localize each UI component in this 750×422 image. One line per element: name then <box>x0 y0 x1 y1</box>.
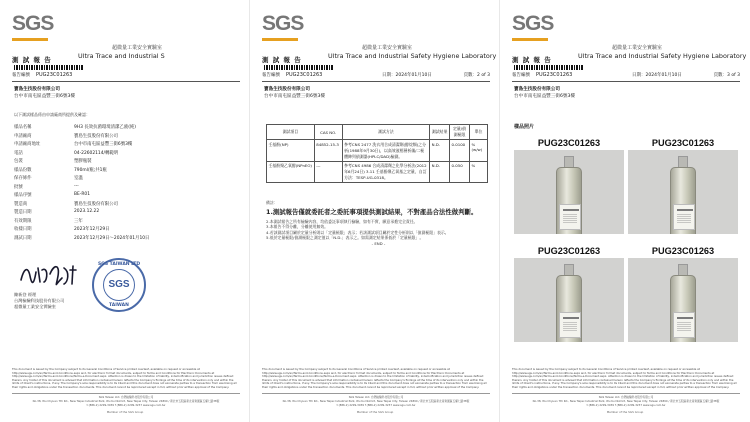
info-row: 申請廠商 寶島生技股份有限公司 <box>14 133 118 139</box>
info-row: 保存條件 室溫 <box>14 176 83 181</box>
notes-block <box>266 200 491 247</box>
report-date: 日期：2024年01月10日 <box>382 73 432 78</box>
legal-fineprint: This document is issued by the Company subject to its General Conditions of Service printed overleaf, available on request or accessible at http://www.sgs.com/en/Terms-and-Conditions.aspx and, for electronic format documents, subject to Terms and Conditions for Electronic Documents at http://www.sgs.com/en/Terms-and-Conditions/Terms-e-Document.aspx. Attention is drawn to the limitation of liability, indemnification and jurisdiction issues defined therein. Any holder of this document is advised that information contained hereon reflects the Company's findings at the time of its intervention only and within the limits of Client's instructions, if any. The Company's sole responsibility is to its Client and this document does not exonerate parties to a transaction from exercising all their rights and obligations under the transaction documents. This document cannot be reproduced except in full, without prior written approval of the Company. <box>512 368 737 389</box>
photo-section-title: 樣品照片 <box>514 124 535 130</box>
note-item: 4.若該測試項目屬於定量分析則以「定量極限」表示；若該測試項目屬於定性分析則以「偵測極限」表示。 <box>266 229 449 235</box>
info-row: 測試日期 2023年12月29日～2024年01月10日 <box>14 235 150 241</box>
bottle-image <box>556 264 582 342</box>
photo-label: PUG23C01263 <box>537 246 601 256</box>
photo-label: PUG23C01263 <box>651 246 715 256</box>
logo-underline <box>262 38 298 41</box>
sgs-logo: SGS <box>12 12 54 35</box>
sample-info <box>14 124 240 243</box>
client-address: 台中市南屯區益豐三街6號3樓 <box>514 94 575 99</box>
note-item: 3.本報告不得分離，分離使用無效。 <box>266 224 329 230</box>
lab-name-zh: 超微量工業安全實驗室 <box>112 45 163 51</box>
report-number-line <box>512 71 740 80</box>
client-name: 寶島生技股份有限公司 <box>514 87 560 92</box>
handwritten-signature <box>18 262 82 288</box>
info-row: 製造日期 2023.12.22 <box>14 209 100 215</box>
info-row: 樣品序號 BE-R01 <box>14 192 91 198</box>
report-date: 日期：2024年01月10日 <box>632 73 682 78</box>
footer-divider <box>12 393 240 394</box>
report-no: PUG23C01263 <box>536 72 573 78</box>
report-page-3 <box>500 0 750 422</box>
footer: SGS Taiwan Ltd. 台灣檢驗科技股份有限公司 No.38, Wu Chyuan 7th Rd., New Taipei Industrial Park, Wu Ku District, New Taipei City, Taiwan 24890 / 新北市五股區新北產業園區五權七路38號 t (886-2) 2299-3939 f (886-2) 2299-3237 www.sgs.com.tw <box>282 395 470 407</box>
notes-main: 1.測試報告僅就委託者之委託事項提供測試結果，不對產品合法性做判斷。 <box>266 207 478 216</box>
info-row: 申請廠商地址 台中市南屯區益豐三街6號3樓 <box>14 142 133 147</box>
signer-block <box>14 292 64 310</box>
divider <box>262 81 490 82</box>
footer-divider <box>512 393 740 394</box>
info-row: 收樣日期 2023年12月29日 <box>14 227 110 232</box>
member-line: Member of the SGS Group <box>106 410 144 414</box>
sample-photo <box>628 150 738 234</box>
sample-photo <box>628 258 738 342</box>
member-line: Member of the SGS Group <box>356 410 394 414</box>
sample-photo <box>514 258 624 342</box>
table-header-row: 測試項目 CAS NO. 測試方法 測試結果 定量/偵測極限 單位 <box>267 125 488 140</box>
page-number: 頁數：3 of 3 <box>713 73 740 78</box>
info-row: 批號 --- <box>14 183 79 190</box>
client-block <box>14 86 75 100</box>
photo-label: PUG23C01263 <box>537 138 601 148</box>
report-no-label: 報告編號 <box>262 73 280 78</box>
ident-note: 以下測試樣品係由申請廠商所提供及確認： <box>14 112 90 117</box>
signer-name: 陳新登 經理 <box>14 292 37 297</box>
signer-company: 台灣檢驗科技股份有限公司 <box>14 298 65 303</box>
client-address: 台中市南屯區益豐三街6號3樓 <box>264 94 325 99</box>
lab-name-en: Ultra Trace and Industrial Safety Hygiene Laboratory <box>578 52 747 60</box>
client-name: 寶島生技股份有限公司 <box>264 87 310 92</box>
legal-fineprint: This document is issued by the Company subject to its General Conditions of Service printed overleaf, available on request or accessible at http://www.sgs.com/en/Terms-and-Conditions.aspx and, for electronic format documents, subject to Terms and Conditions for Electronic Documents at http://www.sgs.com/en/Terms-and-Conditions/Terms-e-Document.aspx. Attention is drawn to the limitation of liability, indemnification and jurisdiction issues defined therein. Any holder of this document is advised that information contained hereon reflects the Company's findings at the time of its intervention only and within the limits of Client's instructions, if any. The Company's sole responsibility is to its Client and this document does not exonerate parties to a transaction from exercising all their rights and obligations under the transaction documents. This document cannot be reproduced except in full, without prior written approval of the Company. <box>262 368 487 389</box>
doc-title: 測 試 報 告 <box>12 56 52 64</box>
report-no: PUG23C01263 <box>36 72 73 78</box>
lab-name-zh: 超微量工業安全實驗室 <box>362 45 413 51</box>
info-row: 製造商 寶島生技股份有限公司 <box>14 201 118 207</box>
seal-center: SGS <box>103 269 135 301</box>
seal-bottom-text: TAIWAN <box>109 303 129 308</box>
client-block <box>514 86 575 100</box>
logo-underline <box>12 38 48 41</box>
footer-divider <box>262 393 490 394</box>
footer: SGS Taiwan Ltd. 台灣檢驗科技股份有限公司 No.38, Wu Chyuan 7th Rd., New Taipei Industrial Park, Wu Ku District, New Taipei City, Taiwan 24890 / 新北市五股區新北產業園區五權七路38號 t (886-2) 2299-3939 f (886-2) 2299-3237 www.sgs.com.tw <box>32 395 220 407</box>
info-row: 樣品份數 790ml/瓶;共1瓶 <box>14 167 107 173</box>
notes-label: 備註： <box>266 200 278 205</box>
page-number: 頁數：2 of 3 <box>463 73 490 78</box>
doc-title: 測 試 報 告 <box>512 56 552 64</box>
report-no: PUG23C01263 <box>286 72 323 78</box>
client-name: 寶島生技股份有限公司 <box>14 87 60 92</box>
lab-name-en: Ultra Trace and Industrial Safety Hygiene Laboratory <box>328 52 497 60</box>
note-item: 5.低於定量極限/偵測極限之測定值以「N.D.」表示之。如需測定結果係低於「定量極限」。 <box>266 235 424 241</box>
sgs-seal <box>92 258 146 312</box>
report-no-label: 報告編號 <box>512 73 530 78</box>
bottle-image <box>670 156 696 234</box>
legal-fineprint: This document is issued by the Company subject to its General Conditions of Service printed overleaf, available on request or accessible at http://www.sgs.com/en/Terms-and-Conditions.aspx and, for electronic format documents, subject to Terms and Conditions for Electronic Documents at http://www.sgs.com/en/Terms-and-Conditions/Terms-e-Document.aspx. Attention is drawn to the limitation of liability, indemnification and jurisdiction issues defined therein. Any holder of this document is advised that information contained hereon reflects the Company's findings at the time of its intervention only and within the limits of Client's instructions, if any. The Company's sole responsibility is to its Client and this document does not exonerate parties to a transaction from exercising all their rights and obligations under the transaction documents. This document cannot be reproduced except in full, without prior written approval of the Company. <box>12 368 237 389</box>
report-no-label: 報告編號 <box>12 73 30 78</box>
seal-top-text: SGS TAIWAN LTD <box>97 262 141 267</box>
table-row: 壬基酚聚乙氧醇(NPnEO) --- 參考CNS 4986 合成清潔劑之化學分析法(2012年6月24日) 3.11 壬基酚聚乙氧基之定量，自訂方法：TESP-UG-0318。 N.D. 0.050 % <box>267 161 488 182</box>
info-row: 有效期限 三年 <box>14 218 83 224</box>
divider <box>12 81 240 82</box>
end-mark: - END - <box>371 240 386 246</box>
info-row: 包裝 塑膠瓶裝 <box>14 159 92 164</box>
bottle-image <box>670 264 696 342</box>
lab-name-en: Ultra Trace and Industrial S <box>78 52 165 60</box>
barcode <box>264 65 334 70</box>
logo-underline <box>512 38 548 41</box>
member-line: Member of the SGS Group <box>606 410 644 414</box>
doc-title: 測 試 報 告 <box>262 56 302 64</box>
footer: SGS Taiwan Ltd. 台灣檢驗科技股份有限公司 No.38, Wu Chyuan 7th Rd., New Taipei Industrial Park, Wu Ku District, New Taipei City, Taiwan 24890 / 新北市五股區新北產業園區五權七路38號 t (886-2) 2299-3939 f (886-2) 2299-3237 www.sgs.com.tw <box>532 395 720 407</box>
results-table <box>266 124 488 183</box>
table-row: 壬基酚(NP) 84852-15-3 參考CNS 2477 洗衣用合成清潔劑(醇烷類)之分析(1988年9月30日)，以高效液相層析儀/二極體陣列偵測器(HPLC/DAD)檢測。 N.D. 0.0100 %(w/w) <box>267 140 488 161</box>
sample-photo <box>514 150 624 234</box>
barcode <box>514 65 584 70</box>
sgs-logo: SGS <box>512 12 554 35</box>
report-page-1 <box>0 0 250 422</box>
report-page-2 <box>250 0 500 422</box>
info-row: 電話 04-22602114/轉範明 <box>14 150 119 156</box>
signer-lab: 超微量工業安全實驗室 <box>14 304 56 309</box>
bottle-image <box>556 156 582 234</box>
note-item: 2.本測試報告之所有檢驗內容，均依委託事項執行檢驗，如有不實，願意承擔完全責任。 <box>266 218 418 224</box>
sgs-logo: SGS <box>262 12 304 35</box>
client-address: 台中市南屯區益豐三街6號3樓 <box>14 94 75 99</box>
report-number-line <box>262 71 490 80</box>
report-number-line <box>12 71 240 80</box>
client-block <box>264 86 325 100</box>
lab-name-zh: 超微量工業安全實驗室 <box>612 45 663 51</box>
divider <box>512 81 740 82</box>
info-row: 樣品名稱 9H3 長效抗菌環境清潔乙液(純) <box>14 125 137 130</box>
photo-label: PUG23C01263 <box>651 138 715 148</box>
barcode <box>14 65 84 70</box>
